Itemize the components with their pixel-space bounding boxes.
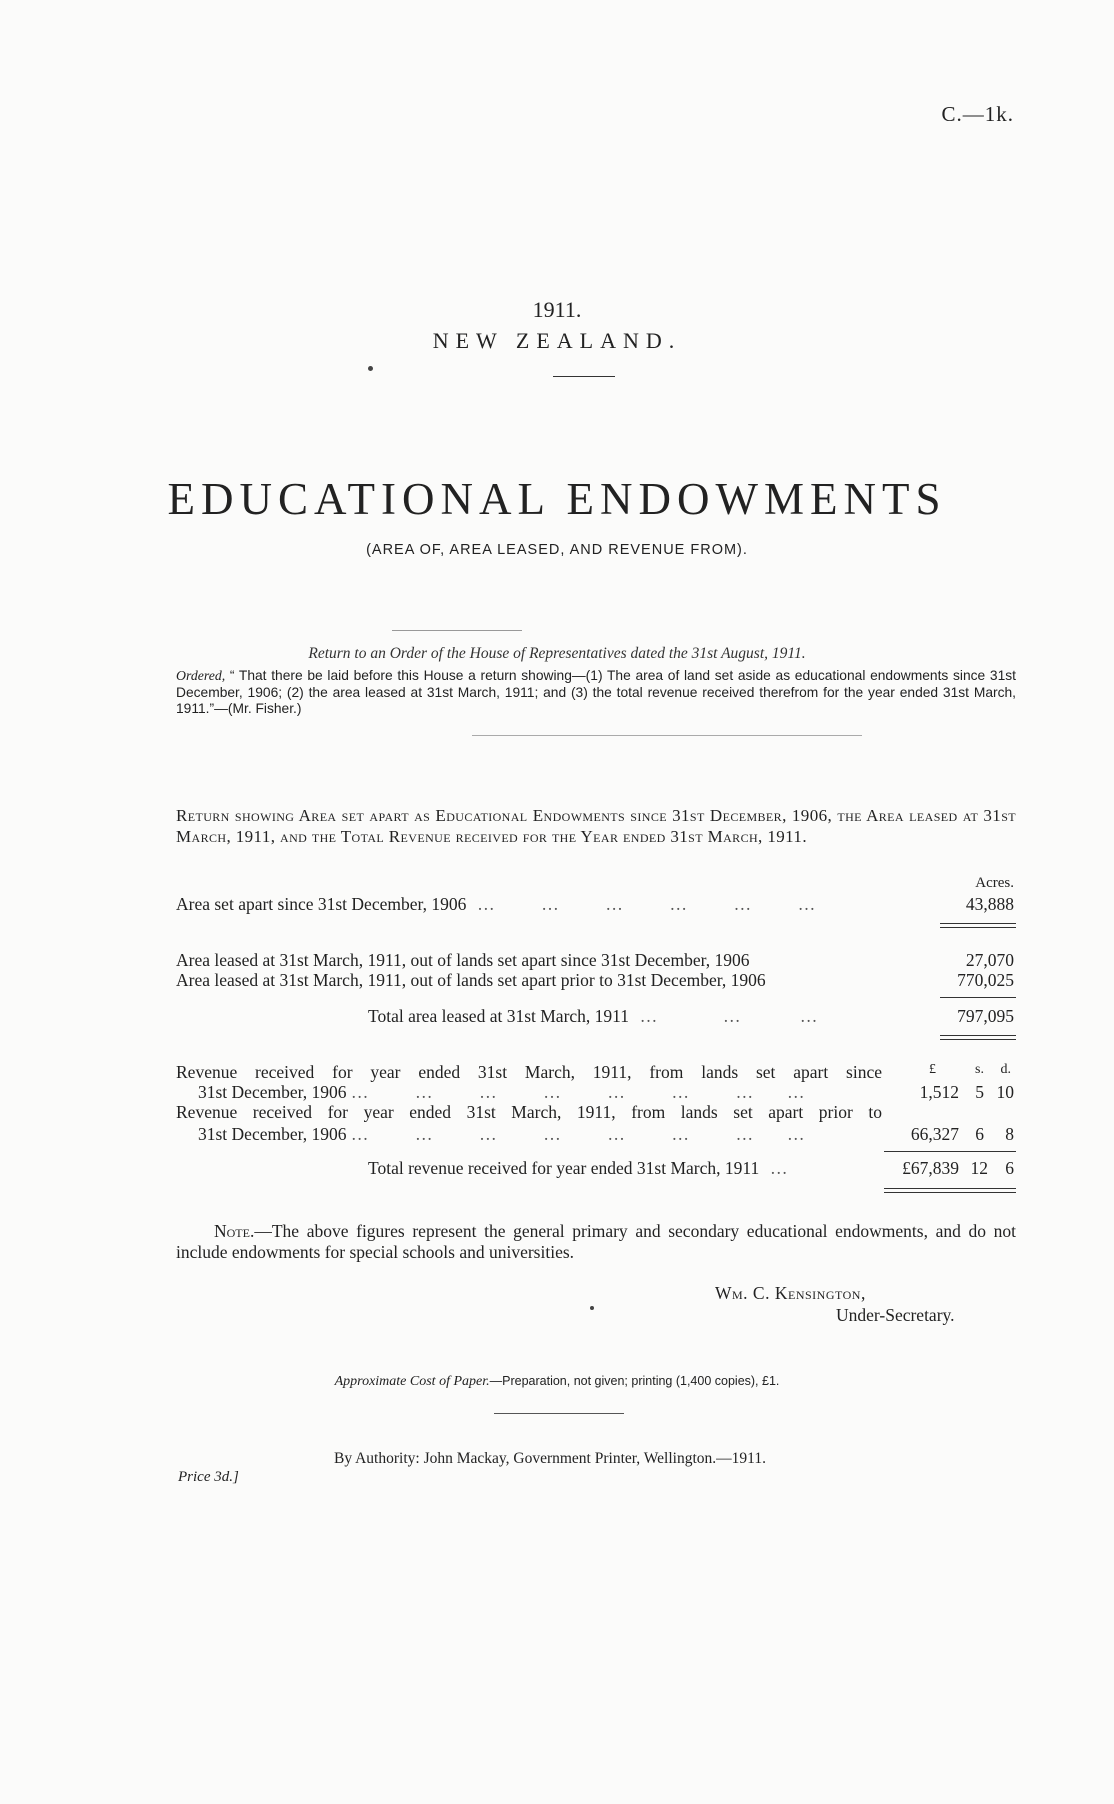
country: NEW ZEALAND. bbox=[432, 328, 682, 353]
sum-rule bbox=[940, 997, 1016, 998]
revenue-since-shillings: 5 bbox=[975, 1082, 984, 1102]
total-revenue-label: Total revenue received for year ended 31st March, 1911 bbox=[368, 1158, 760, 1178]
double-rule bbox=[940, 1035, 1016, 1040]
revenue-prior-line1: Revenue received for year ended 31st March, 1911, from lands set apart prior to bbox=[176, 1102, 882, 1122]
revenue-prior-date: 31st December, 1906 bbox=[198, 1124, 347, 1144]
double-rule bbox=[884, 1188, 1016, 1193]
signature-name: Wm. C. Kensington, bbox=[715, 1283, 866, 1303]
return-order-line: Return to an Order of the House of Representatives dated the 31st August, 1911. bbox=[308, 645, 806, 662]
revenue-since-line2 bbox=[198, 1082, 807, 1103]
cost-line bbox=[0, 1374, 1114, 1390]
leased-since-row: Area leased at 31st March, 1911, out of lands set apart since 31st December, 1906 bbox=[176, 950, 750, 970]
ordered-text: “ That there be laid before this House a return showing—(1) The area of land set aside as educational endowments since 31st December, 1906; (2) the area leased at 31st March, 1911; and (3) the total revenue received therefrom for the year ended 31st March, 1911.”—(Mr. Fisher.) bbox=[176, 668, 1016, 716]
revenue-since-pence: 10 bbox=[996, 1082, 1014, 1102]
leased-prior-value: 770,025 bbox=[957, 970, 1014, 990]
ordered-word: Ordered, bbox=[176, 668, 226, 683]
leader-dots: … … … … … … … … bbox=[350, 1124, 807, 1144]
ink-dot bbox=[590, 1306, 594, 1310]
total-revenue-row bbox=[368, 1158, 789, 1179]
total-leased-label: Total area leased at 31st March, 1911 bbox=[368, 1006, 630, 1026]
total-leased-value: 797,095 bbox=[957, 1006, 1014, 1026]
sum-rule bbox=[884, 1151, 1016, 1152]
revenue-prior-shillings: 6 bbox=[975, 1124, 984, 1144]
leased-prior-row: Area leased at 31st March, 1911, out of lands set apart prior to 31st December, 1906 bbox=[176, 970, 766, 990]
cost-label: Approximate Cost of Paper. bbox=[334, 1374, 490, 1389]
note-label: Note. bbox=[214, 1221, 255, 1241]
leader-dots: … … … … … … bbox=[470, 894, 818, 914]
signature-title: Under-Secretary. bbox=[836, 1305, 955, 1325]
acres-header: Acres. bbox=[975, 875, 1014, 891]
area-set-apart-value: 43,888 bbox=[965, 894, 1014, 914]
revenue-prior-pounds: 66,327 bbox=[910, 1124, 959, 1144]
page-title: EDUCATIONAL ENDOWMENTS bbox=[167, 474, 947, 524]
leader-dots: … bbox=[763, 1158, 790, 1178]
note-paragraph bbox=[176, 1221, 1016, 1263]
price: Price 3d.] bbox=[178, 1469, 239, 1485]
double-rule bbox=[940, 923, 1016, 928]
ink-dot bbox=[368, 366, 373, 371]
revenue-since-pounds: 1,512 bbox=[919, 1082, 959, 1102]
year: 1911. bbox=[532, 297, 582, 322]
return-heading: Return showing Area set apart as Educational Endowments since 31st December, 1906, the Area leased at 31st March, 1911, and the Total Revenue received for the Year ended 31st March, 1911. bbox=[176, 806, 1016, 846]
revenue-since-date: 31st December, 1906 bbox=[198, 1082, 347, 1102]
total-revenue-pounds: £67,839 bbox=[902, 1158, 959, 1178]
divider-2 bbox=[472, 735, 862, 736]
ordered-paragraph bbox=[176, 668, 1016, 718]
total-revenue-shillings: 12 bbox=[970, 1158, 988, 1178]
total-revenue-pence: 6 bbox=[1005, 1158, 1014, 1178]
leased-since-value: 27,070 bbox=[965, 950, 1014, 970]
pence-header: d. bbox=[1000, 1062, 1011, 1077]
note-text: —The above figures represent the general primary and secondary educational endowments, and do not include endowments for special schools and universities. bbox=[176, 1221, 1016, 1262]
document-code: C.—1k. bbox=[941, 102, 1014, 126]
divider-1 bbox=[392, 630, 522, 631]
country-rule bbox=[553, 376, 615, 377]
revenue-prior-pence: 8 bbox=[1005, 1124, 1014, 1144]
leader-dots: … … … bbox=[633, 1006, 820, 1026]
page-subtitle: (AREA OF, AREA LEASED, AND REVENUE FROM). bbox=[366, 542, 748, 558]
divider-3 bbox=[494, 1413, 624, 1414]
revenue-prior-line2 bbox=[198, 1124, 807, 1145]
cost-text: —Preparation, not given; printing (1,400 copies), £1. bbox=[489, 1374, 780, 1388]
pounds-header: £ bbox=[929, 1062, 936, 1077]
area-set-apart-row bbox=[176, 894, 1020, 915]
total-leased-row bbox=[368, 1006, 819, 1027]
revenue-since-line1: Revenue received for year ended 31st March, 1911, from lands set apart since bbox=[176, 1062, 882, 1082]
shillings-header: s. bbox=[975, 1062, 984, 1077]
printer-line: By Authority: John Mackay, Government Printer, Wellington.—1911. bbox=[334, 1450, 766, 1467]
leader-dots: … … … … … … … … bbox=[350, 1082, 807, 1102]
area-set-apart-label: Area set apart since 31st December, 1906 bbox=[176, 894, 467, 914]
